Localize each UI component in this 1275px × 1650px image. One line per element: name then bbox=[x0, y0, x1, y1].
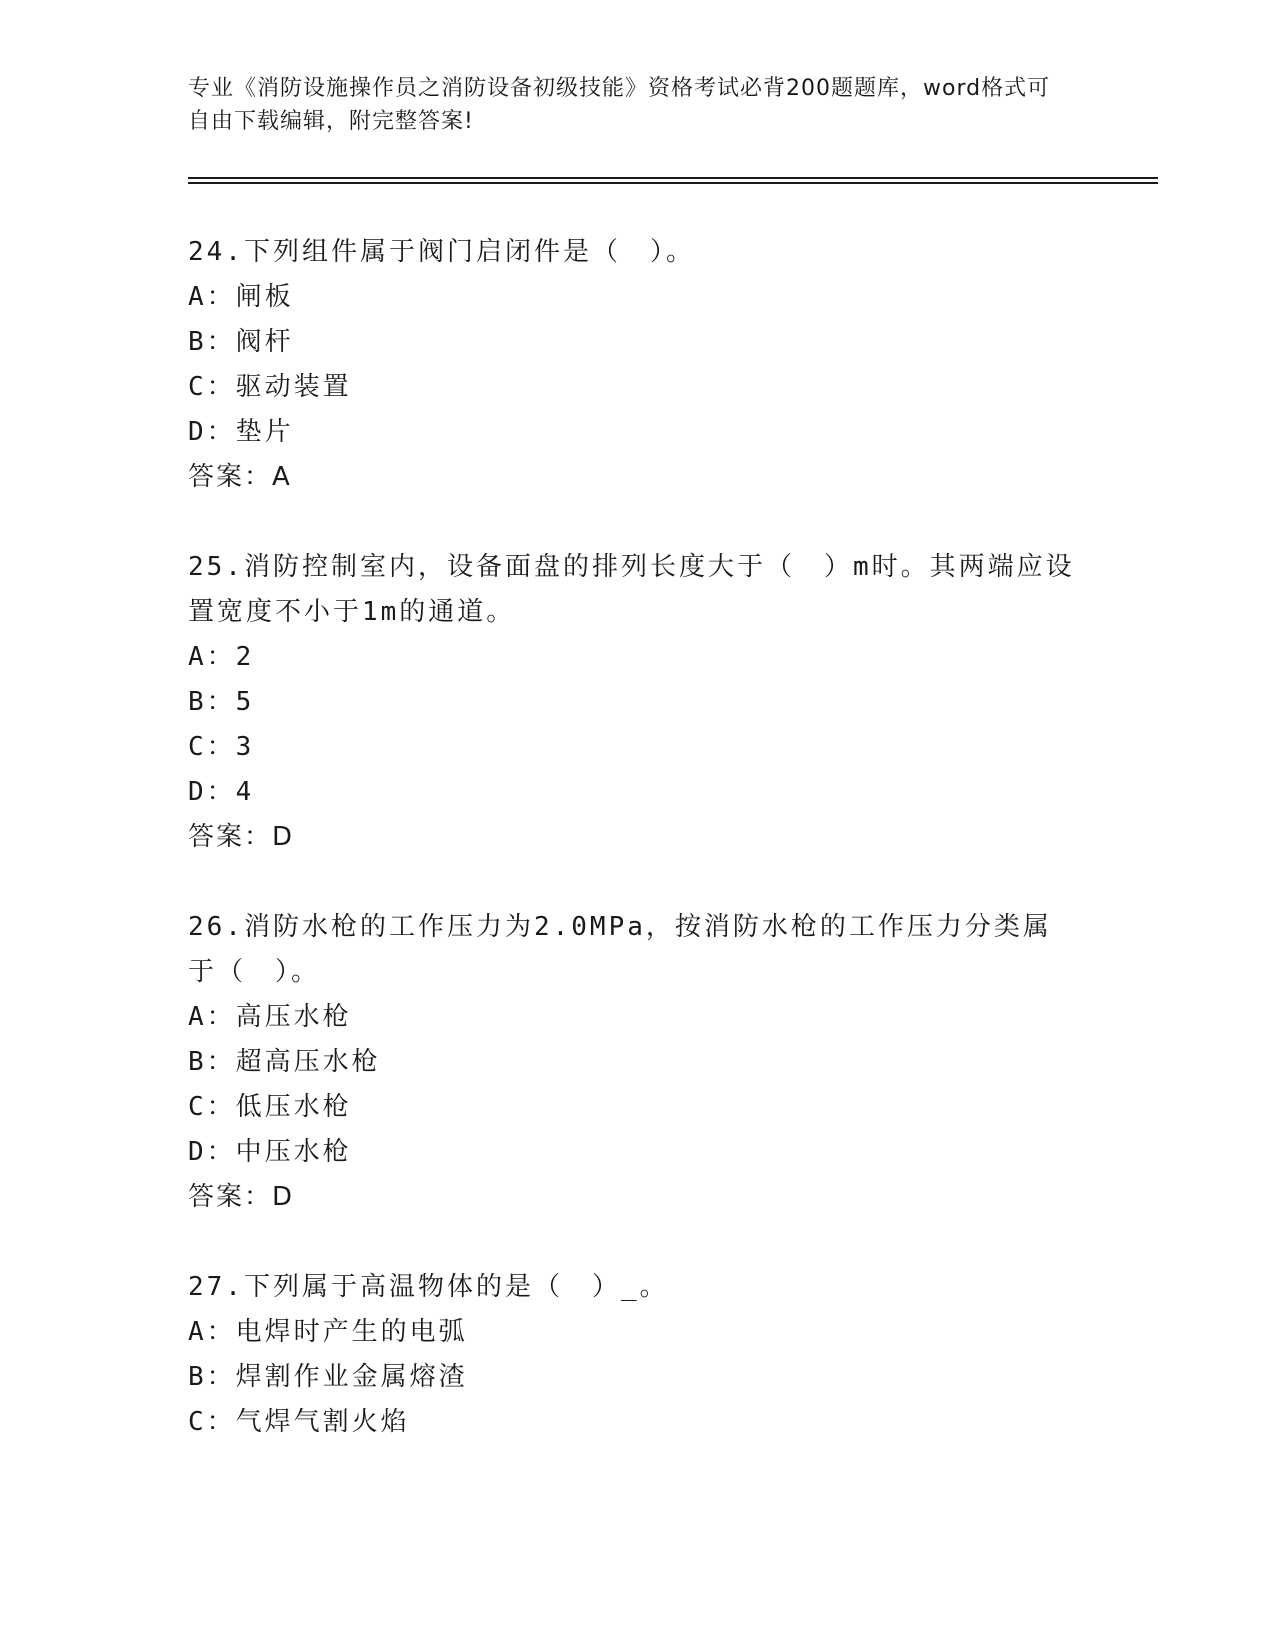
option-key: B： bbox=[188, 1362, 236, 1392]
option-c bbox=[188, 725, 1078, 770]
option-text: 垫片 bbox=[235, 417, 294, 447]
option-a bbox=[188, 995, 1078, 1040]
option-key: B： bbox=[188, 1047, 236, 1077]
option-text: 超高压水枪 bbox=[235, 1047, 381, 1077]
option-key: D： bbox=[188, 417, 236, 447]
option-text: 3 bbox=[235, 732, 255, 762]
answer: 答案：A bbox=[188, 462, 292, 492]
option-b bbox=[188, 1040, 1078, 1085]
option-key: A： bbox=[188, 1317, 236, 1347]
option-key: D： bbox=[188, 777, 236, 807]
option-text: 电焊时产生的电弧 bbox=[235, 1317, 468, 1347]
header-divider-top bbox=[188, 177, 1158, 179]
option-a bbox=[188, 635, 1078, 680]
option-text: 中压水枪 bbox=[235, 1137, 352, 1167]
option-text: 闸板 bbox=[235, 282, 294, 312]
option-c bbox=[188, 365, 1078, 410]
option-key: D： bbox=[188, 1137, 236, 1167]
option-text: 焊割作业金属熔渣 bbox=[235, 1362, 468, 1392]
option-text: 低压水枪 bbox=[235, 1092, 352, 1122]
option-text: 4 bbox=[235, 777, 255, 807]
option-key: B： bbox=[188, 687, 236, 717]
option-key: A： bbox=[188, 1002, 236, 1032]
option-text: 阀杆 bbox=[235, 327, 294, 357]
option-a bbox=[188, 275, 1078, 320]
option-key: A： bbox=[188, 282, 236, 312]
document-header: 专业《消防设施操作员之消防设备初级技能》资格考试必背200题题库，word格式可自由下载编辑，附完整答案! bbox=[188, 76, 1051, 134]
option-text: 5 bbox=[235, 687, 255, 717]
question-27 bbox=[188, 1265, 1078, 1445]
header-divider-bottom bbox=[188, 182, 1158, 184]
option-d bbox=[188, 410, 1078, 455]
option-text: 气焊气割火焰 bbox=[235, 1407, 410, 1437]
option-key: C： bbox=[188, 372, 236, 402]
option-key: A： bbox=[188, 642, 236, 672]
question-stem: 24.下列组件属于阀门启闭件是（ ）。 bbox=[188, 237, 695, 267]
answer: 答案：D bbox=[188, 822, 295, 852]
option-key: B： bbox=[188, 327, 236, 357]
option-key: C： bbox=[188, 1407, 236, 1437]
question-stem: 25.消防控制室内，设备面盘的排列长度大于（ ）m时。其两端应设置宽度不小于1m的通道。 bbox=[188, 552, 1075, 627]
question-stem: 27.下列属于高温物体的是（ ）_。 bbox=[188, 1272, 669, 1302]
option-text: 高压水枪 bbox=[235, 1002, 352, 1032]
question-24 bbox=[188, 230, 1078, 500]
option-d bbox=[188, 1130, 1078, 1175]
option-b bbox=[188, 680, 1078, 725]
option-text: 驱动装置 bbox=[235, 372, 352, 402]
question-26 bbox=[188, 905, 1078, 1220]
option-c bbox=[188, 1400, 1078, 1445]
option-key: C： bbox=[188, 1092, 236, 1122]
option-d bbox=[188, 770, 1078, 815]
question-stem: 26.消防水枪的工作压力为2.0MPa，按消防水枪的工作压力分类属于（ ）。 bbox=[188, 912, 1052, 987]
answer: 答案：D bbox=[188, 1182, 295, 1212]
question-25 bbox=[188, 545, 1078, 860]
option-b bbox=[188, 320, 1078, 365]
option-a bbox=[188, 1310, 1078, 1355]
option-c bbox=[188, 1085, 1078, 1130]
option-text: 2 bbox=[235, 642, 255, 672]
option-key: C： bbox=[188, 732, 236, 762]
option-b bbox=[188, 1355, 1078, 1400]
